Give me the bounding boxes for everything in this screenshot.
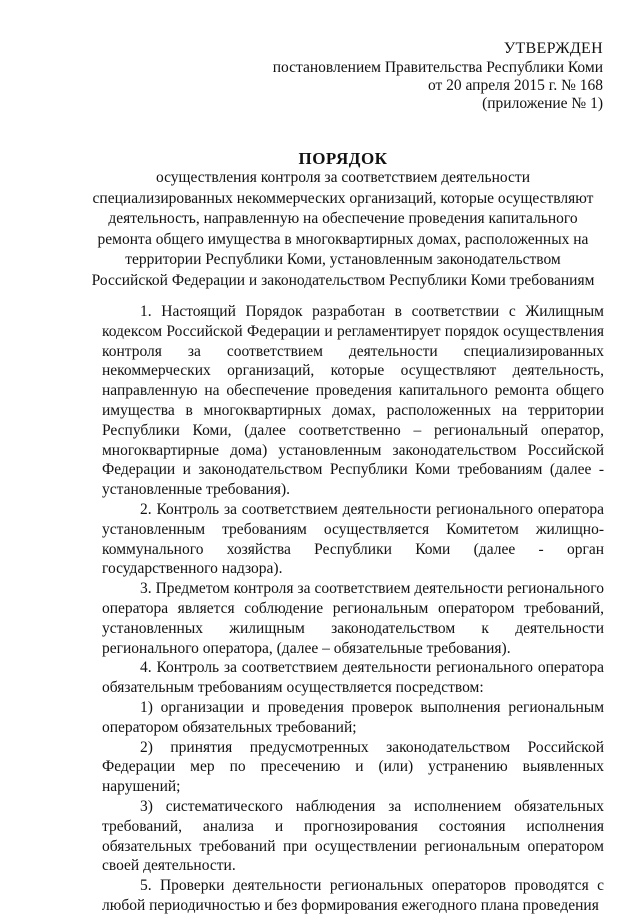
document-title: ПОРЯДОК: [298, 149, 388, 168]
subtitle-line: ремонта общего имущества в многоквартирных домах, расположенных на: [97, 230, 589, 248]
approval-line-annex: (приложение № 1): [482, 95, 603, 112]
subtitle-line: осуществления контроля за соответствием деятельности: [156, 169, 530, 186]
paragraph-4: 4. Контроль за соответствием деятельности регионального оператора обязательным требованиям осуществляется посредством:: [102, 659, 604, 697]
paragraph-4-item-2: 2) принятия предусмотренных законодательством Российской Федерации мер по пресечению и (или) устранению выявленных нарушений;: [102, 738, 604, 796]
paragraph-4-item-3: 3) систематического наблюдения за исполнением обязательных требований, анализа и прогнозирования состояния исполнения обязательных требований при осуществлении региональным оператором своей деятельности.: [102, 797, 604, 875]
paragraph-3: 3. Предметом контроля за соответствием деятельности регионального оператора является соблюдение региональным оператором требований, установленных жилищным законодательством к деятельности регионального оператора, (далее – обязательные требования).: [102, 580, 604, 657]
paragraph-5: 5. Проверки деятельности региональных операторов проводятся с любой периодичностью и без формирования ежегодного плана проведения: [102, 877, 604, 914]
approval-line-date: от 20 апреля 2015 г. № 168: [427, 77, 603, 94]
paragraph-4-item-1: 1) организации и проведения проверок выполнения региональным оператором обязательных требований;: [102, 698, 604, 736]
subtitle-line: специализированных некоммерческих организаций, которые осуществляют: [92, 189, 594, 207]
subtitle-line: деятельность, направленную на обеспечение проведения капитального: [108, 210, 578, 227]
subtitle-line: Российской Федерации и законодательством Республики Коми требованиям: [91, 271, 595, 289]
paragraph-2: 2. Контроль за соответствием деятельности регионального оператора установленным требованиям осуществляется Комитетом жилищно-коммунального хозяйства Республики Коми (далее - орган государственного надзора).: [102, 500, 604, 578]
paragraph-1: 1. Настоящий Порядок разработан в соответствии с Жилищным кодексом Российской Федерации и регламентирует порядок осуществления контроля за соответствием деятельности специализированных некоммерческих организаций, которые осуществляют деятельность, направленную на обеспечение проведения капитального ремонта общего имущества в многоквартирных домах, расположенных на территории Республики Коми, (далее соответственно – региональный оператор, многоквартирные дома) установленным законодательством Российской Федерации и законодательством Республики Коми требованиям (далее - установленные требования).: [102, 303, 604, 499]
approval-block: [273, 40, 603, 113]
document-body: [102, 302, 604, 916]
approval-line-decree: постановлением Правительства Республики Коми: [272, 59, 603, 76]
approval-heading: УТВЕРЖДЕН: [503, 40, 603, 57]
document-subtitle: [0, 168, 640, 291]
subtitle-line: территории Республики Коми, установленным законодательством: [125, 251, 561, 268]
